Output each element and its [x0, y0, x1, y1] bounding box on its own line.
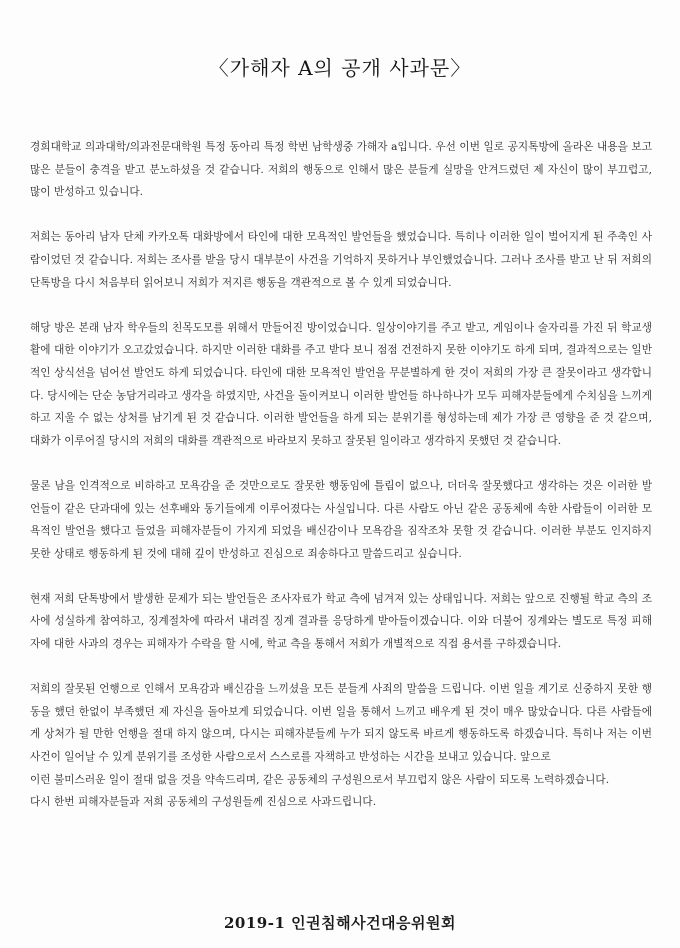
paragraph-3: 해당 방은 본래 남자 학우들의 친목도모를 위해서 만들어진 방이었습니다. 일상이야기를 주고 받고, 게임이나 술자리를 가진 뒤 학교생활에 대한 이야기가 오고갔었습니다. 하지만 이러한 대화를 주고 받다 보니 점점 건전하지 못한 이야기도 하게 되며, 결과적으로는 일반적인 상식선을 넘어선 발언도 하게 되었습니다. 타인에 대한 모욕적인 발언을 무분별하게 한 것이 저희의 가장 큰 잘못이라고 생각합니다. 당시에는 단순 농담거리라고 생각을 하였지만, 사건을 돌이켜보니 이러한 발언들 하나하나가 모두 피해자분들에게 수치심을 느끼게 하고 지울 수 없는 상처를 남기게 된 것 같습니다. 이러한 발언들을 하게 되는 분위기를 형성하는데 제가 가장 큰 영향을 준 것 같으며, 대화가 이루어질 당시의 저희의 대화를 객관적으로 바라보지 못하고 잘못된 일이라고 생각하지 못했던 것 같습니다.	[30, 321, 652, 447]
paragraph-4: 물론 남을 인격적으로 비하하고 모욕감을 준 것만으로도 잘못한 행동임에 틀림이 없으나, 더더욱 잘못했다고 생각하는 것은 이러한 발언들이 같은 단과대에 있는 선후배와 동기들에게 이루어졌다는 사실입니다. 다른 사람도 아닌 같은 공동체에 속한 사람들이 이러한 모욕적인 발언을 했다고 들었을 피해자분들이 가지게 되었을 배신감이나 모욕감을 짐작조차 못할 것 같습니다. 이러한 부분도 인지하지 못한 상태로 행동하게 된 것에 대해 깊이 반성하고 진심으로 죄송하다고 말씀드리고 싶습니다.	[30, 479, 652, 560]
document-footer: 2019-1 인권침해사건대응위원회	[223, 914, 457, 932]
paragraph-7: 이런 불미스러운 일이 절대 없을 것을 약속드리며, 같은 공동체의 구성원으로서 부끄럽지 않은 사람이 되도록 노력하겠습니다.	[30, 773, 610, 786]
document-title: 〈가해자 A의 공개 사과문〉	[208, 56, 472, 80]
paragraph-5: 현재 저희 단톡방에서 발생한 문제가 되는 발언들은 조사자료가 학교 측에 넘겨져 있는 상태입니다. 저희는 앞으로 진행될 학교 측의 조사에 성실하게 참여하고, 징계절차에 따라서 내려질 징계 결과를 응당하게 받아들이겠습니다. 이와 더불어 징계와는 별도로 특정 피해자에 대한 사과의 경우는 피해자가 수락을 할 시에, 학교 측을 통해서 저희가 개별적으로 직접 용서를 구하겠습니다.	[30, 592, 652, 651]
paragraph-8: 다시 한번 피해자분들과 저희 공동체의 구성원들께 진심으로 사과드립니다.	[30, 796, 377, 809]
paragraph-6: 저희의 잘못된 언행으로 인해서 모욕감과 배신감을 느끼셨을 모든 분들게 사죄의 말씀을 드립니다. 이번 일을 계기로 신중하지 못한 행동을 했던 한없이 부족했던 제 자신을 돌아보게 되었습니다. 이번 일을 통해서 느끼고 배우게 된 것이 매우 많았습니다. 다른 사람들에게 상처가 될 만한 언행을 절대 하지 않으며, 다시는 피해자분들께 누가 되지 않도록 바르게 행동하도록 하겠습니다. 특히나 저는 이번 사건이 일어날 수 있게 분위기를 조성한 사람으로서 스스로를 자책하고 반성하는 시간을 보내고 있습니다. 앞으로	[30, 683, 652, 764]
paragraph-1: 경희대학교 의과대학/의과전문대학원 특정 동아리 특정 학번 남학생중 가해자 a입니다. 우선 이번 일로 공지톡방에 올라온 내용을 보고 많은 분들이 충격을 받고 분노하셨을 것 같습니다. 저희의 행동으로 인해서 많은 분들게 실망을 안겨드렸던 제 자신이 많이 부끄럽고, 많이 반성하고 있습니다.	[30, 141, 652, 199]
document-body	[30, 136, 652, 814]
paragraph-2: 저희는 동아리 남자 단체 카카오톡 대화방에서 타인에 대한 모욕적인 발언들을 했었습니다. 특히나 이러한 일이 벌어지게 된 주축인 사람이었던 것 같습니다. 저희는 조사를 받을 당시 대부분이 사건을 기억하지 못하거나 부인했었습니다. 그러나 조사를 받고 난 뒤 저희의 단톡방을 다시 처음부터 읽어보니 저희가 저지른 행동을 객관적으로 볼 수 있게 되었습니다.	[30, 231, 652, 289]
